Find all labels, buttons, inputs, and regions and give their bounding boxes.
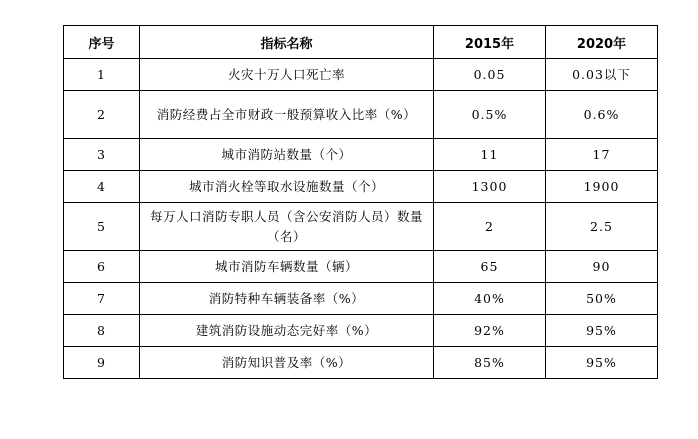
- row-value-2020: 1900: [546, 171, 658, 203]
- row-value-2020: 0.03以下: [546, 59, 658, 91]
- row-value-2020: 95%: [546, 315, 658, 347]
- row-indicator-name: 消防经费占全市财政一般预算收入比率（%）: [140, 91, 434, 139]
- row-indicator-name: 城市消防车辆数量（辆）: [140, 251, 434, 283]
- table-row: [64, 251, 658, 283]
- row-value-2015: 65: [434, 251, 546, 283]
- row-serial: 6: [64, 251, 140, 283]
- row-value-2020: 0.6%: [546, 91, 658, 139]
- row-serial: 3: [64, 139, 140, 171]
- row-value-2020: 17: [546, 139, 658, 171]
- table-row: [64, 315, 658, 347]
- row-indicator-name: 城市消火栓等取水设施数量（个）: [140, 171, 434, 203]
- row-indicator-name: 城市消防站数量（个）: [140, 139, 434, 171]
- row-indicator-name: 建筑消防设施动态完好率（%）: [140, 315, 434, 347]
- row-indicator-name: 消防知识普及率（%）: [140, 347, 434, 379]
- row-serial: 7: [64, 283, 140, 315]
- header-indicator-name: 指标名称: [140, 26, 434, 59]
- row-value-2020: 50%: [546, 283, 658, 315]
- row-value-2015: 40%: [434, 283, 546, 315]
- row-value-2015: 0.05: [434, 59, 546, 91]
- row-serial: 1: [64, 59, 140, 91]
- row-value-2020: 2.5: [546, 203, 658, 251]
- row-value-2020: 90: [546, 251, 658, 283]
- row-indicator-name: 消防特种车辆装备率（%）: [140, 283, 434, 315]
- table-row: [64, 139, 658, 171]
- header-year-2020: 2020年: [546, 26, 658, 59]
- table-row: [64, 203, 658, 251]
- table-row: [64, 59, 658, 91]
- table-row: [64, 347, 658, 379]
- row-indicator-name: 每万人口消防专职人员（含公安消防人员）数量（名）: [140, 203, 434, 251]
- table-row: [64, 283, 658, 315]
- header-year-2015: 2015年: [434, 26, 546, 59]
- row-value-2015: 0.5%: [434, 91, 546, 139]
- row-value-2015: 85%: [434, 347, 546, 379]
- row-value-2015: 2: [434, 203, 546, 251]
- row-serial: 8: [64, 315, 140, 347]
- row-serial: 4: [64, 171, 140, 203]
- table-row: [64, 91, 658, 139]
- indicators-table: [63, 25, 658, 379]
- row-serial: 2: [64, 91, 140, 139]
- table-row: [64, 171, 658, 203]
- row-value-2015: 11: [434, 139, 546, 171]
- row-value-2020: 95%: [546, 347, 658, 379]
- header-serial-number: 序号: [64, 26, 140, 59]
- row-value-2015: 92%: [434, 315, 546, 347]
- header-row: [64, 26, 658, 59]
- row-serial: 5: [64, 203, 140, 251]
- row-value-2015: 1300: [434, 171, 546, 203]
- row-indicator-name: 火灾十万人口死亡率: [140, 59, 434, 91]
- row-serial: 9: [64, 347, 140, 379]
